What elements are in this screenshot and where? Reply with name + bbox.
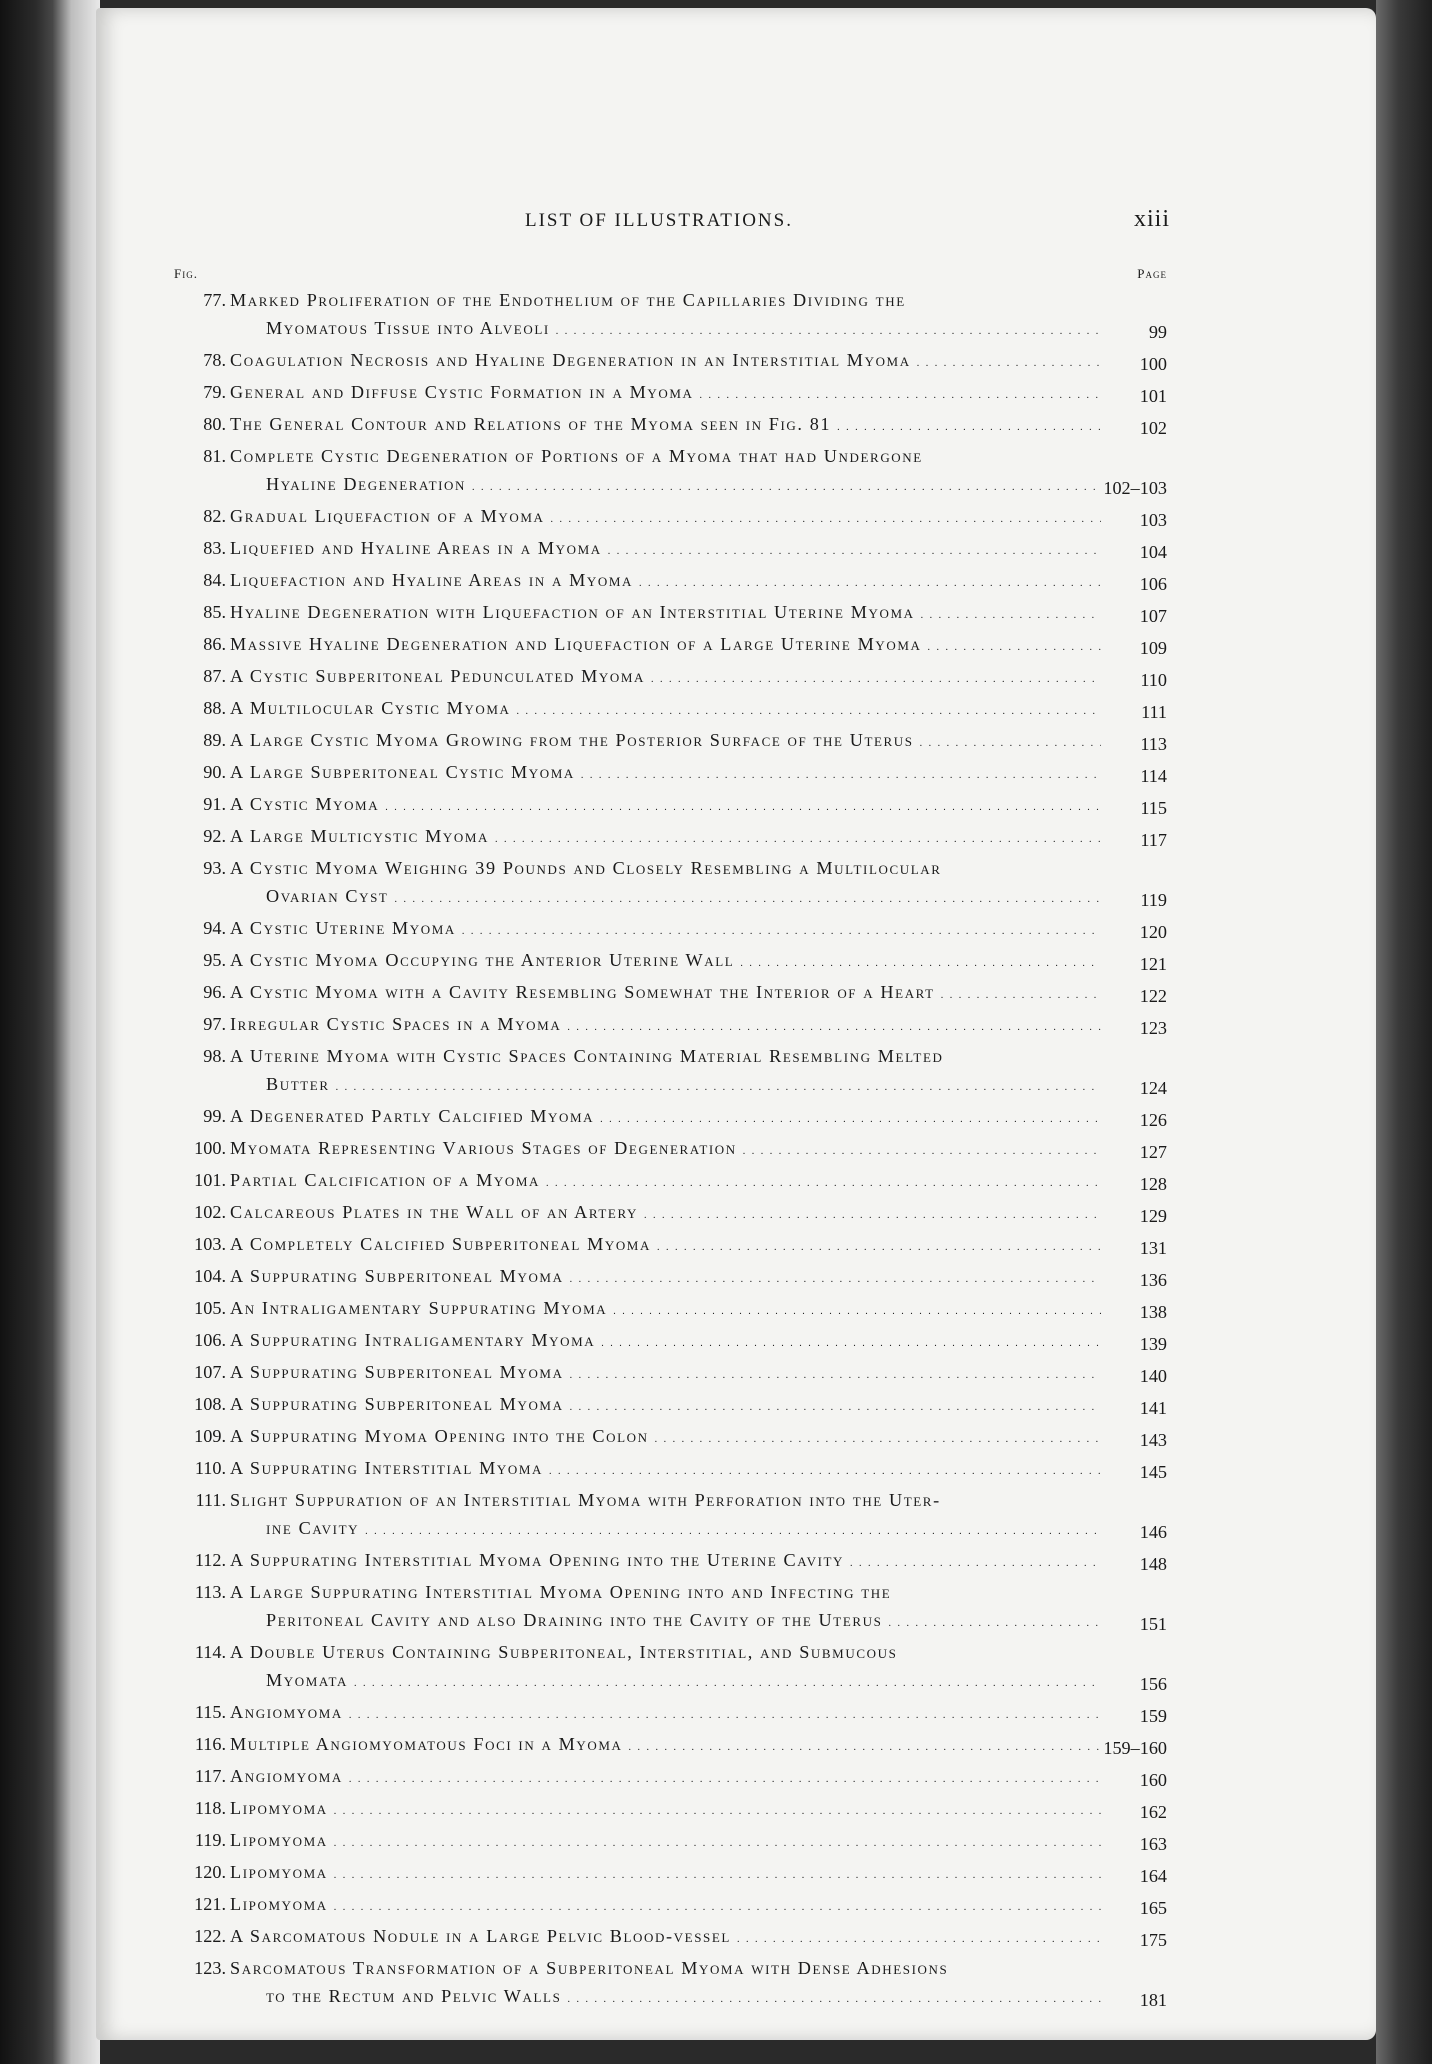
figure-number: 81. [203,446,226,466]
page-number: 146 [1139,1522,1167,1542]
page-number: 102 [1139,418,1167,438]
figure-title-line: Sarcomatous Transformation of a Subperitoneal Myoma with Dense Adhesions [230,1958,949,1978]
figure-title-line: Hyaline Degeneration . . . [230,470,1107,502]
figure-title-line: Angiomyoma . . . [230,1698,1107,1730]
figure-number: 79. [203,382,226,402]
figure-title-line: Hyaline Degeneration with Liquefaction of an Interstitial Uterine Myoma . . . [230,598,1107,630]
figure-number: 82. [203,506,226,526]
page-number: 139 [1139,1334,1167,1354]
page-number: 128 [1139,1174,1167,1194]
figure-number: 104. [194,1266,226,1286]
figure-title [230,1358,1167,1390]
figure-number: 109. [194,1426,226,1446]
figure-title [230,1042,1167,1102]
page-number: 159–160 [1103,1738,1167,1758]
figure-number: 88. [203,698,226,718]
figure-number: 118. [194,1798,226,1818]
figure-title [230,1326,1167,1358]
figure-number: 111. [195,1490,226,1510]
figure-number: 106. [194,1330,226,1350]
figure-number: 99. [203,1106,226,1126]
figure-title-line: Marked Proliferation of the Endothelium of the Capillaries Dividing the [230,290,906,310]
dot-leader [608,534,1101,566]
figure-title [230,286,1167,346]
dot-leader [334,1826,1101,1858]
figure-title-line: A Suppurating Myoma Opening into the Colon . . . [230,1422,1107,1454]
figure-title [230,630,1167,662]
figure-title-line: A Large Suppurating Interstitial Myoma Opening into and Infecting the [230,1582,892,1602]
figure-title-line: A Suppurating Intraligamentary Myoma . . . [230,1326,1107,1358]
figure-title-line: A Cystic Myoma Occupying the Anterior Uterine Wall . . . [230,946,1107,978]
figure-title-line: Calcareous Plates in the Wall of an Artery . . . [230,1198,1107,1230]
dot-leader [743,1134,1101,1166]
figure-title-line: Coagulation Necrosis and Hyaline Degeneration in an Interstitial Myoma . . . [230,346,1107,378]
page-number: 181 [1139,1990,1167,2010]
figure-title-line: A Large Multicystic Myoma . . . [230,822,1107,854]
dot-leader [921,598,1101,630]
dot-leader [570,1390,1101,1422]
dot-leader [517,694,1101,726]
figure-title [230,1454,1167,1486]
list-item [174,1166,1167,1198]
fig-column-heading: Fig. [174,266,198,281]
list-item [174,1262,1167,1294]
figure-title-line: Irregular Cystic Spaces in a Myoma . . . [230,1010,1107,1042]
dot-leader [888,1606,1101,1638]
figure-title [230,346,1167,378]
figure-title-line: A Uterine Myoma with Cystic Spaces Containing Material Resembling Melted [230,1046,944,1066]
figure-number: 98. [203,1046,226,1066]
page-number: 117 [1140,830,1167,850]
figure-title-line: Lipomyoma . . . [230,1890,1107,1922]
figure-title [230,1294,1167,1326]
figure-title-line: A Suppurating Subperitoneal Myoma . . . [230,1390,1107,1422]
page-number: 127 [1139,1142,1167,1162]
list-item [174,694,1167,726]
figure-number: 87. [203,666,226,686]
figure-number: 77. [203,290,226,310]
figure-title [230,790,1167,822]
dot-leader [349,1698,1101,1730]
figure-title [230,534,1167,566]
figure-number: 94. [203,918,226,938]
page-number: 126 [1139,1110,1167,1130]
figure-title-line: to the Rectum and Pelvic Walls . . . [230,1982,1107,2014]
dot-leader [629,1730,1101,1762]
figure-number: 114. [194,1642,226,1662]
figure-title-line: An Intraligamentary Suppurating Myoma . . . [230,1294,1107,1326]
figure-number: 93. [203,858,226,878]
list-item [174,534,1167,566]
figure-title-line: Myomatous Tissue into Alveoli . . . [230,314,1107,346]
figure-title-line: A Cystic Myoma . . . [230,790,1107,822]
page-number: 120 [1139,922,1167,942]
list-item [174,1454,1167,1486]
page-number: 162 [1139,1802,1167,1822]
figure-title [230,1546,1167,1578]
dot-leader [567,1010,1101,1042]
page-number: 148 [1139,1554,1167,1574]
figure-title-line: Complete Cystic Degeneration of Portions of a Myoma that had Undergone [230,446,923,466]
figure-number: 103. [194,1234,226,1254]
dot-leader [551,502,1101,534]
scan-right-edge [1376,0,1432,2064]
figure-title [230,1262,1167,1294]
list-item [174,566,1167,598]
page-number: 100 [1139,354,1167,374]
page-number: 175 [1139,1930,1167,1950]
figure-title [230,1390,1167,1422]
page-number: 145 [1139,1462,1167,1482]
dot-leader [651,662,1101,694]
list-item [174,1890,1167,1922]
figure-title [230,1422,1167,1454]
list-item [174,1826,1167,1858]
dot-leader [601,1326,1101,1358]
figure-title [230,1010,1167,1042]
figure-title-line: A Cystic Myoma Weighing 39 Pounds and Closely Resembling a Multilocular [230,858,942,878]
figure-title-line: Gradual Liquefaction of a Myoma . . . [230,502,1107,534]
page-number: 123 [1139,1018,1167,1038]
figure-title [230,1794,1167,1826]
figure-number: 108. [194,1394,226,1414]
dot-leader [581,758,1101,790]
figure-title-line: The General Contour and Relations of the Myoma seen in Fig. 81 . . . [230,410,1107,442]
page-number: 129 [1139,1206,1167,1226]
figure-number: 121. [194,1894,226,1914]
scan-left-shadow [0,0,60,2064]
dot-leader [737,1922,1101,1954]
page-number: 122 [1139,986,1167,1006]
figure-title-line: Butter . . . [230,1070,1107,1102]
page-number: 159 [1139,1706,1167,1726]
figure-title-line: Multiple Angiomyomatous Foci in a Myoma . . . [230,1730,1107,1762]
page-number: 109 [1139,638,1167,658]
dot-leader [336,1070,1101,1102]
dot-leader [334,1890,1101,1922]
figure-title-line: Liquefaction and Hyaline Areas in a Myoma . . . [230,566,1107,598]
figure-title-line: Lipomyoma . . . [230,1826,1107,1858]
figure-title-line: A Double Uterus Containing Subperitoneal, Interstitial, and Submucous [230,1642,898,1662]
dot-leader [385,790,1101,822]
page-number: 141 [1139,1398,1167,1418]
figure-title [230,822,1167,854]
page-number: 131 [1139,1238,1167,1258]
figure-number: 112. [194,1550,226,1570]
list-item [174,726,1167,758]
list-item [174,1422,1167,1454]
figure-title [230,1230,1167,1262]
facing-page-edge [52,0,100,2064]
figure-title-line: A Multilocular Cystic Myoma . . . [230,694,1107,726]
figure-title [230,1954,1167,2014]
list-item [174,502,1167,534]
dot-leader [920,726,1101,758]
figure-number: 120. [194,1862,226,1882]
figure-title-line: A Suppurating Subperitoneal Myoma . . . [230,1358,1107,1390]
list-item [174,1922,1167,1954]
list-item [174,1546,1167,1578]
figure-number: 80. [203,414,226,434]
figure-title [230,1762,1167,1794]
figure-number: 92. [203,826,226,846]
list-item [174,1294,1167,1326]
figure-number: 117. [194,1766,226,1786]
list-item [174,1358,1167,1390]
list-item [174,1134,1167,1166]
figure-title-line: Myomata Representing Various Stages of Degeneration . . . [230,1134,1107,1166]
list-item [174,1010,1167,1042]
dot-leader [546,1166,1101,1198]
page-number: 101 [1139,386,1167,406]
dot-leader [567,1982,1101,2014]
figure-title [230,758,1167,790]
figure-title [230,1698,1167,1730]
figure-number: 86. [203,634,226,654]
figure-title [230,442,1167,502]
page-number: 165 [1139,1898,1167,1918]
list-item [174,1578,1167,1638]
list-item [174,442,1167,502]
page-number: 136 [1139,1270,1167,1290]
figure-number: 101. [194,1170,226,1190]
figure-title [230,1826,1167,1858]
dot-leader [556,314,1101,346]
list-item [174,630,1167,662]
figure-title-line: Liquefied and Hyaline Areas in a Myoma . . . [230,534,1107,566]
dot-leader [928,630,1101,662]
page-number: 103 [1139,510,1167,530]
figure-title-line: Lipomyoma . . . [230,1858,1107,1890]
dot-leader [600,1102,1101,1134]
list-item [174,946,1167,978]
dot-leader [655,1422,1101,1454]
page-number: 119 [1140,890,1167,910]
page-number: 151 [1139,1614,1167,1634]
page-number: 121 [1139,954,1167,974]
list-item [174,1198,1167,1230]
figure-title [230,566,1167,598]
figure-title-line: Massive Hyaline Degeneration and Liquefaction of a Large Uterine Myoma . . . [230,630,1107,662]
list-item [174,598,1167,630]
figure-number: 119. [194,1830,226,1850]
list-item [174,1638,1167,1698]
figure-number: 110. [194,1458,226,1478]
figure-title [230,854,1167,914]
list-item [174,978,1167,1010]
figure-number: 116. [194,1734,226,1754]
list-item [174,1230,1167,1262]
figure-title [230,410,1167,442]
dot-leader [644,1198,1101,1230]
dot-leader [657,1230,1101,1262]
illustration-list [174,286,1167,2014]
figure-title-line: A Cystic Myoma with a Cavity Resembling Somewhat the Interior of a Heart . . . [230,978,1107,1010]
page-column-heading: Page [1137,266,1167,281]
page-number: 110 [1140,670,1167,690]
list-item [174,1486,1167,1546]
dot-leader [613,1294,1101,1326]
figure-title [230,1890,1167,1922]
figure-title [230,1858,1167,1890]
list-item [174,854,1167,914]
figure-title [230,978,1167,1010]
list-item [174,1730,1167,1762]
figure-title [230,914,1167,946]
figure-number: 105. [194,1298,226,1318]
dot-leader [740,946,1101,978]
page-number: 107 [1139,606,1167,626]
dot-leader [837,410,1101,442]
page-number: 113 [1140,734,1167,754]
figure-title-line: Lipomyoma . . . [230,1794,1107,1826]
list-item [174,1858,1167,1890]
page-number: 106 [1139,574,1167,594]
figure-number: 91. [203,794,226,814]
list-item [174,346,1167,378]
figure-title-line: Partial Calcification of a Myoma . . . [230,1166,1107,1198]
list-item [174,914,1167,946]
figure-title-line: A Sarcomatous Nodule in a Large Pelvic Blood-vessel . . . [230,1922,1107,1954]
dot-leader [365,1514,1101,1546]
figure-title-line: General and Diffuse Cystic Formation in a Myoma . . . [230,378,1107,410]
list-item [174,822,1167,854]
dot-leader [334,1858,1101,1890]
list-item [174,1954,1167,2014]
figure-title [230,1730,1167,1762]
figure-title [230,1922,1167,1954]
figure-title-line: A Cystic Subperitoneal Pedunculated Myoma . . . [230,662,1107,694]
figure-title [230,502,1167,534]
figure-title [230,694,1167,726]
dot-leader [462,914,1101,946]
dot-leader [850,1546,1101,1578]
figure-number: 113. [194,1582,226,1602]
figure-number: 122. [194,1926,226,1946]
figure-number: 85. [203,602,226,622]
figure-title [230,1102,1167,1134]
figure-title [230,1638,1167,1698]
figure-title [230,1166,1167,1198]
figure-number: 123. [194,1958,226,1978]
page-number: 115 [1140,798,1167,818]
list-item [174,410,1167,442]
list-item [174,1102,1167,1134]
dot-leader [334,1794,1101,1826]
figure-title-line: Myomata . . . [230,1666,1107,1698]
page-number: 124 [1139,1078,1167,1098]
figure-title-line: A Completely Calcified Subperitoneal Myoma . . . [230,1230,1107,1262]
list-item [174,662,1167,694]
figure-title [230,662,1167,694]
list-item [174,758,1167,790]
page-number: 138 [1139,1302,1167,1322]
dot-leader [570,1358,1101,1390]
list-item [174,1326,1167,1358]
list-item [174,1762,1167,1794]
page-number: 160 [1139,1770,1167,1790]
figure-title-line: A Cystic Uterine Myoma . . . [230,914,1107,946]
dot-leader [570,1262,1101,1294]
figure-title-line: A Large Subperitoneal Cystic Myoma . . . [230,758,1107,790]
page-number: 99 [1148,322,1167,342]
dot-leader [495,822,1101,854]
dot-leader [639,566,1101,598]
dot-leader [941,978,1101,1010]
figure-title-line: A Suppurating Interstitial Myoma . . . [230,1454,1107,1486]
figure-number: 95. [203,950,226,970]
figure-title-line: Peritoneal Cavity and also Draining into the Cavity of the Uterus . . . [230,1606,1107,1638]
figure-number: 115. [194,1702,226,1722]
figure-title [230,1198,1167,1230]
figure-title [230,1578,1167,1638]
figure-number: 107. [194,1362,226,1382]
figure-number: 90. [203,762,226,782]
list-item [174,1794,1167,1826]
page-number: 114 [1140,766,1167,786]
figure-title-line: Ovarian Cyst . . . [230,882,1107,914]
page-folio: xiii [1133,206,1170,232]
figure-title-line: A Suppurating Interstitial Myoma Opening into the Uterine Cavity . . . [230,1546,1107,1578]
page-number: 163 [1139,1834,1167,1854]
page-number: 164 [1139,1866,1167,1886]
figure-number: 89. [203,730,226,750]
figure-title [230,1134,1167,1166]
list-item [174,1390,1167,1422]
figure-number: 100. [194,1138,226,1158]
figure-title [230,1486,1167,1546]
page-number: 111 [1141,702,1167,722]
figure-title [230,726,1167,758]
list-item [174,378,1167,410]
page-number: 104 [1139,542,1167,562]
list-item [174,790,1167,822]
figure-title-line: ine Cavity . . . [230,1514,1107,1546]
list-item [174,286,1167,346]
figure-title-line: A Suppurating Subperitoneal Myoma . . . [230,1262,1107,1294]
dot-leader [472,470,1101,502]
page-number: 143 [1139,1430,1167,1450]
figure-number: 96. [203,982,226,1002]
figure-number: 97. [203,1014,226,1034]
page-number: 140 [1139,1366,1167,1386]
figure-title-line: Angiomyoma . . . [230,1762,1107,1794]
figure-title-line: A Large Cystic Myoma Growing from the Posterior Surface of the Uterus . . . [230,726,1107,758]
dot-leader [917,346,1101,378]
figure-number: 84. [203,570,226,590]
list-item [174,1698,1167,1730]
dot-leader [394,882,1101,914]
page-number: 156 [1139,1674,1167,1694]
dot-leader [700,378,1102,410]
page-number: 102–103 [1103,478,1167,498]
figure-title-line: Slight Suppuration of an Interstitial Myoma with Perforation into the Uter- [230,1490,941,1510]
figure-title [230,598,1167,630]
figure-number: 83. [203,538,226,558]
dot-leader [349,1762,1101,1794]
figure-number: 78. [203,350,226,370]
running-title: LIST OF ILLUSTRATIONS. [525,210,793,231]
figure-title [230,378,1167,410]
figure-title [230,946,1167,978]
figure-number: 102. [194,1202,226,1222]
figure-title-line: A Degenerated Partly Calcified Myoma . . . [230,1102,1107,1134]
dot-leader [549,1454,1101,1486]
dot-leader [354,1666,1101,1698]
list-item [174,1042,1167,1102]
